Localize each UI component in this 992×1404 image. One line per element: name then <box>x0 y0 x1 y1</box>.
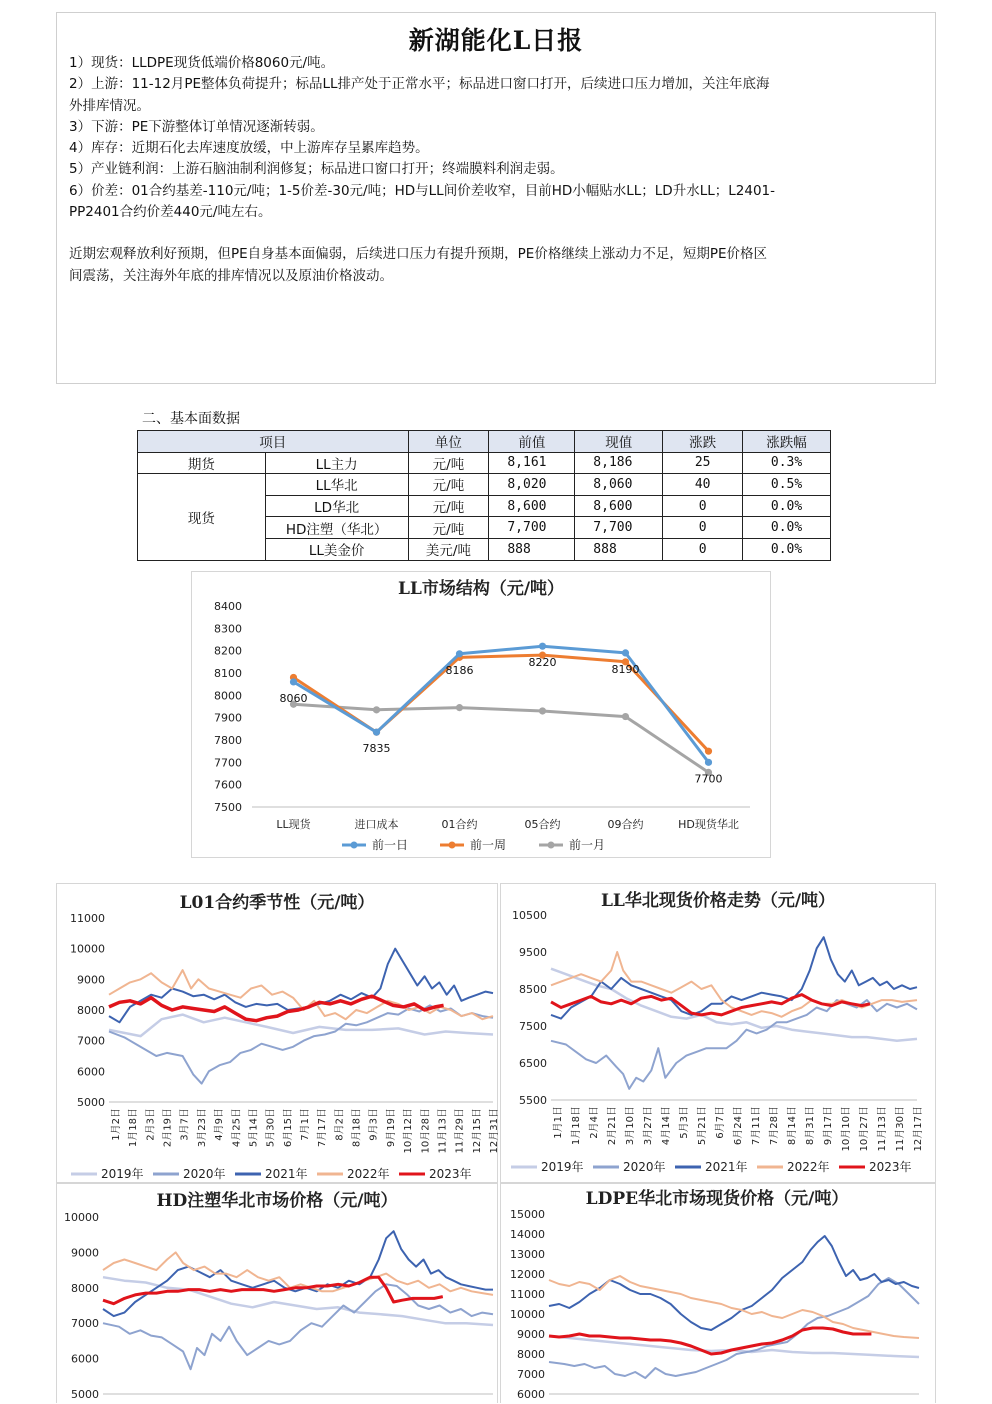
series-line-1 <box>294 655 709 751</box>
y-tick-label: 6000 <box>71 1352 99 1366</box>
x-tick-label: 8月14日 <box>787 1106 798 1146</box>
x-tick-label: 09合约 <box>607 818 644 831</box>
chart-title: HD注塑华北市场价格（元/吨） <box>156 1191 398 1211</box>
row-pct: 0.3% <box>743 452 831 474</box>
x-tick-label: 进口成本 <box>354 818 399 831</box>
x-tick-label: 4月14日 <box>661 1106 672 1146</box>
y-tick-label: 8400 <box>214 600 242 613</box>
y-tick-label: 7600 <box>214 778 242 792</box>
row-item: LL华北 <box>265 474 408 496</box>
x-tick-label: 3月7日 <box>179 1108 191 1141</box>
legend-label: 2020年 <box>183 1167 226 1181</box>
x-tick-label: 9月3日 <box>368 1108 380 1141</box>
x-tick-label: 6月15日 <box>282 1108 294 1148</box>
y-tick-label: 9000 <box>71 1246 99 1260</box>
chart-ll-market-structure <box>191 571 771 858</box>
summary-line: 2）上游：11-12月PE整体负荷提升；标品LL排产处于正常水平；标品进口窗口打开，后续进口压力增加，关注年底海 <box>69 76 770 93</box>
y-tick-label: 6500 <box>519 1057 547 1070</box>
series-line-2 <box>549 1236 919 1330</box>
row-chg: 0 <box>663 495 743 517</box>
x-tick-label: 10月10日 <box>841 1106 852 1152</box>
legend-marker <box>351 842 358 849</box>
row-chg: 0 <box>663 517 743 539</box>
x-tick-label: 2月3日 <box>145 1108 157 1141</box>
x-tick-label: 11月13日 <box>877 1106 888 1152</box>
y-tick-label: 6000 <box>77 1065 105 1079</box>
row-item: LL美金价 <box>265 538 408 560</box>
x-tick-label: 5月3日 <box>679 1106 690 1139</box>
x-tick-label: 11月13日 <box>437 1108 449 1154</box>
y-tick-label: 9000 <box>77 973 105 987</box>
x-tick-label: 11月30日 <box>895 1106 906 1152</box>
x-tick-label: 4月9日 <box>214 1108 226 1141</box>
series-marker-2 <box>539 707 546 714</box>
y-tick-label: 8300 <box>214 622 242 636</box>
row-pct: 0.0% <box>743 517 831 539</box>
table-row <box>138 474 831 496</box>
x-tick-label: 6月7日 <box>715 1106 726 1139</box>
header-chg: 涨跌 <box>663 431 743 453</box>
y-tick-label: 8200 <box>214 644 242 658</box>
series-marker-0 <box>622 649 629 656</box>
series-line-3 <box>109 970 493 1019</box>
summary-line: 1）现货：LLDPE现货低端价格8060元/吨。 <box>69 55 335 71</box>
legend-label: 2023年 <box>429 1167 472 1181</box>
x-tick-label: 9月19日 <box>385 1108 397 1148</box>
x-tick-label: 12月17日 <box>913 1106 924 1152</box>
y-tick-label: 7000 <box>77 1034 105 1048</box>
chart-hd-injection <box>56 1183 498 1403</box>
legend-marker <box>449 842 456 849</box>
row-pct: 0.5% <box>743 474 831 496</box>
row-unit: 元/吨 <box>408 495 489 517</box>
y-tick-label: 9500 <box>519 946 547 959</box>
row-unit: 元/吨 <box>408 474 489 496</box>
legend-label: 前一日 <box>372 838 409 852</box>
series-marker-2 <box>622 713 629 720</box>
y-tick-label: 10500 <box>512 909 547 922</box>
basic-data-table <box>137 430 831 561</box>
row-prev: 8,600 <box>489 495 575 517</box>
summary-box <box>56 12 936 384</box>
legend-label: 2019年 <box>101 1167 144 1181</box>
x-tick-label: 7月17日 <box>317 1108 329 1148</box>
report-title: 新湖能化L日报 <box>408 26 584 55</box>
y-tick-label: 7000 <box>517 1368 545 1381</box>
legend-label: 2022年 <box>787 1160 830 1174</box>
row-unit: 元/吨 <box>408 517 489 539</box>
data-label: 7835 <box>362 742 391 756</box>
x-tick-label: 3月23日 <box>196 1108 208 1148</box>
x-tick-label: 11月29日 <box>454 1108 466 1154</box>
header-prev: 前值 <box>489 431 575 453</box>
x-tick-label: 1月18日 <box>128 1108 140 1148</box>
row-pct: 0.0% <box>743 538 831 560</box>
summary-text <box>69 53 929 287</box>
x-tick-label: 1月18日 <box>571 1106 582 1146</box>
y-tick-label: 7700 <box>214 756 242 770</box>
chart-title: LL市场结构（元/吨） <box>397 579 565 599</box>
chart-ldpe-north <box>500 1183 936 1403</box>
y-tick-label: 15000 <box>510 1208 545 1221</box>
row-curr: 888 <box>575 538 663 560</box>
chart-ll-north-spot <box>500 883 936 1183</box>
legend-marker <box>548 842 555 849</box>
row-item: LL主力 <box>265 452 408 474</box>
x-tick-label: LL现货 <box>276 818 311 831</box>
y-tick-label: 10000 <box>70 942 105 956</box>
chart-title: LDPE华北市场现货价格（元/吨） <box>585 1189 849 1209</box>
y-tick-label: 8100 <box>214 667 242 680</box>
legend-label: 2021年 <box>265 1167 308 1181</box>
data-label: 8186 <box>445 663 474 677</box>
row-curr: 7,700 <box>575 517 663 539</box>
x-tick-label: 8月2日 <box>334 1108 346 1141</box>
x-tick-label: 6月24日 <box>733 1106 744 1146</box>
summary-line: 3）下游：PE下游整体订单情况逐渐转弱。 <box>69 118 324 135</box>
y-tick-label: 10000 <box>64 1211 99 1224</box>
row-curr: 8,186 <box>575 452 663 474</box>
chart-title: LL华北现货价格走势（元/吨） <box>600 891 836 911</box>
series-line-0 <box>294 646 709 762</box>
x-tick-label: 10月12日 <box>403 1108 415 1154</box>
summary-line: 外排库情况。 <box>69 97 150 114</box>
ll-north-spot-svg <box>501 884 935 1182</box>
x-tick-label: 7月1日 <box>300 1108 311 1141</box>
x-tick-label: 12月31日 <box>489 1108 500 1154</box>
row-prev: 7,700 <box>489 517 575 539</box>
legend-label: 2020年 <box>623 1160 666 1174</box>
y-tick-label: 8000 <box>77 1004 105 1017</box>
series-marker-0 <box>705 759 712 766</box>
row-chg: 25 <box>663 452 743 474</box>
y-tick-label: 8500 <box>519 983 547 996</box>
row-pct: 0.0% <box>743 495 831 517</box>
x-tick-label: 7月11日 <box>751 1106 762 1146</box>
legend-label: 2021年 <box>705 1160 748 1174</box>
series-marker-0 <box>290 678 297 685</box>
row-chg: 0 <box>663 538 743 560</box>
row-prev: 8,161 <box>489 452 575 474</box>
chart-l01-seasonality <box>56 883 498 1183</box>
series-line-0 <box>549 1336 919 1357</box>
chart-title: L01合约季节性（元/吨） <box>179 893 375 913</box>
y-tick-label: 7500 <box>214 801 242 814</box>
data-label: 8220 <box>528 656 557 670</box>
header-unit: 单位 <box>408 431 489 453</box>
x-tick-label: 1月2日 <box>111 1108 122 1141</box>
x-tick-label: 3月10日 <box>625 1106 636 1146</box>
table-header-row <box>138 431 831 453</box>
y-tick-label: 8000 <box>71 1281 99 1295</box>
ll-structure-svg <box>192 572 770 857</box>
y-tick-label: 11000 <box>510 1288 545 1301</box>
y-tick-label: 5000 <box>71 1388 99 1401</box>
series-marker-0 <box>456 650 463 657</box>
header-curr: 现值 <box>575 431 663 453</box>
summary-line: 4）库存：近期石化去库速度放缓，中上游库存呈累库趋势。 <box>69 140 429 157</box>
row-unit: 美元/吨 <box>408 538 489 560</box>
series-marker-0 <box>373 729 380 736</box>
conclusion-line: 间震荡，关注海外年底的排库情况以及原油价格波动。 <box>69 267 393 284</box>
x-tick-label: 9月17日 <box>823 1106 834 1146</box>
row-curr: 8,600 <box>575 495 663 517</box>
x-tick-label: 05合约 <box>524 818 561 831</box>
legend-label: 2022年 <box>347 1167 390 1181</box>
x-tick-label: 7月28日 <box>769 1106 780 1146</box>
ldpe-north-svg <box>501 1184 935 1404</box>
group-label-futures: 期货 <box>138 452 266 474</box>
x-tick-label: 5月14日 <box>248 1108 260 1148</box>
summary-line: PP2401合约价差440元/吨左右。 <box>69 204 272 221</box>
data-label: 8190 <box>611 662 640 676</box>
y-tick-label: 7500 <box>519 1020 547 1033</box>
x-tick-label: 2月19日 <box>162 1108 174 1148</box>
row-chg: 40 <box>663 474 743 496</box>
series-line-1 <box>549 1278 919 1378</box>
x-tick-label: 5月30日 <box>265 1108 277 1148</box>
series-marker-2 <box>456 704 463 711</box>
conclusion-line: 近期宏观释放利好预期，但PE自身基本面偏弱，后续进口压力有提升预期，PE价格继续上涨动力不足，短期PE价格区 <box>69 246 768 263</box>
y-tick-label: 13000 <box>510 1248 545 1261</box>
table-row <box>138 452 831 474</box>
y-tick-label: 5000 <box>77 1096 105 1109</box>
data-label: 7700 <box>694 772 723 786</box>
series-line-1 <box>551 1000 917 1089</box>
x-tick-label: 10月28日 <box>420 1108 432 1154</box>
y-tick-label: 5500 <box>519 1094 547 1107</box>
row-unit: 元/吨 <box>408 452 489 474</box>
row-item: LD华北 <box>265 495 408 517</box>
y-tick-label: 8000 <box>214 689 242 703</box>
hd-injection-svg <box>57 1184 497 1404</box>
y-tick-label: 6000 <box>517 1388 545 1401</box>
x-tick-label: 10月27日 <box>859 1106 870 1152</box>
x-tick-label: 5月21日 <box>697 1106 708 1146</box>
row-prev: 888 <box>489 538 575 560</box>
row-item: HD注塑（华北） <box>265 517 408 539</box>
x-tick-label: 8月31日 <box>805 1106 816 1146</box>
x-tick-label: 8月18日 <box>351 1108 363 1148</box>
x-tick-label: 01合约 <box>441 818 478 831</box>
y-tick-label: 14000 <box>510 1228 545 1241</box>
y-tick-label: 7000 <box>71 1317 99 1331</box>
legend-label: 前一周 <box>470 838 507 852</box>
x-tick-label: 12月15日 <box>471 1108 483 1154</box>
series-line-3 <box>549 1276 919 1338</box>
l01-seasonality-svg <box>57 884 500 1182</box>
x-tick-label: HD现货华北 <box>678 818 739 831</box>
x-tick-label: 2月4日 <box>589 1106 600 1139</box>
series-line-0 <box>109 1015 493 1037</box>
y-tick-label: 7800 <box>214 734 242 747</box>
x-tick-label: 1月1日 <box>553 1106 564 1139</box>
y-tick-label: 9000 <box>517 1328 545 1341</box>
y-tick-label: 7900 <box>214 711 242 725</box>
data-label: 8060 <box>279 691 308 705</box>
row-curr: 8,060 <box>575 474 663 496</box>
y-tick-label: 12000 <box>510 1268 545 1281</box>
legend-label: 2019年 <box>541 1160 584 1174</box>
summary-line: 6）价差：01合约基差-110元/吨；1-5价差-30元/吨；HD与LL间价差收窄，目前HD小幅贴水LL；LD升水LL；L2401- <box>69 182 775 199</box>
series-marker-0 <box>539 643 546 650</box>
x-tick-label: 4月25日 <box>231 1108 243 1148</box>
header-item: 项目 <box>138 431 409 453</box>
series-marker-1 <box>705 748 712 755</box>
y-tick-label: 10000 <box>510 1308 545 1321</box>
y-tick-label: 11000 <box>70 912 105 925</box>
legend-label: 2023年 <box>869 1160 912 1174</box>
y-tick-label: 8000 <box>517 1348 545 1361</box>
legend-label: 前一月 <box>569 838 606 852</box>
x-tick-label: 2月21日 <box>607 1106 618 1146</box>
series-line-2 <box>294 704 709 772</box>
section-title: 二、基本面数据 <box>142 411 240 427</box>
summary-line: 5）产业链利润：上游石脑油制利润修复；标品进口窗口打开；终端膜料利润走弱。 <box>69 161 564 178</box>
group-label-spot: 现货 <box>138 474 266 560</box>
series-line-2 <box>103 1231 493 1316</box>
x-tick-label: 3月27日 <box>643 1106 654 1146</box>
series-line-4 <box>109 996 444 1021</box>
series-marker-2 <box>373 706 380 713</box>
header-pct: 涨跌幅 <box>743 431 831 453</box>
row-prev: 8,020 <box>489 474 575 496</box>
